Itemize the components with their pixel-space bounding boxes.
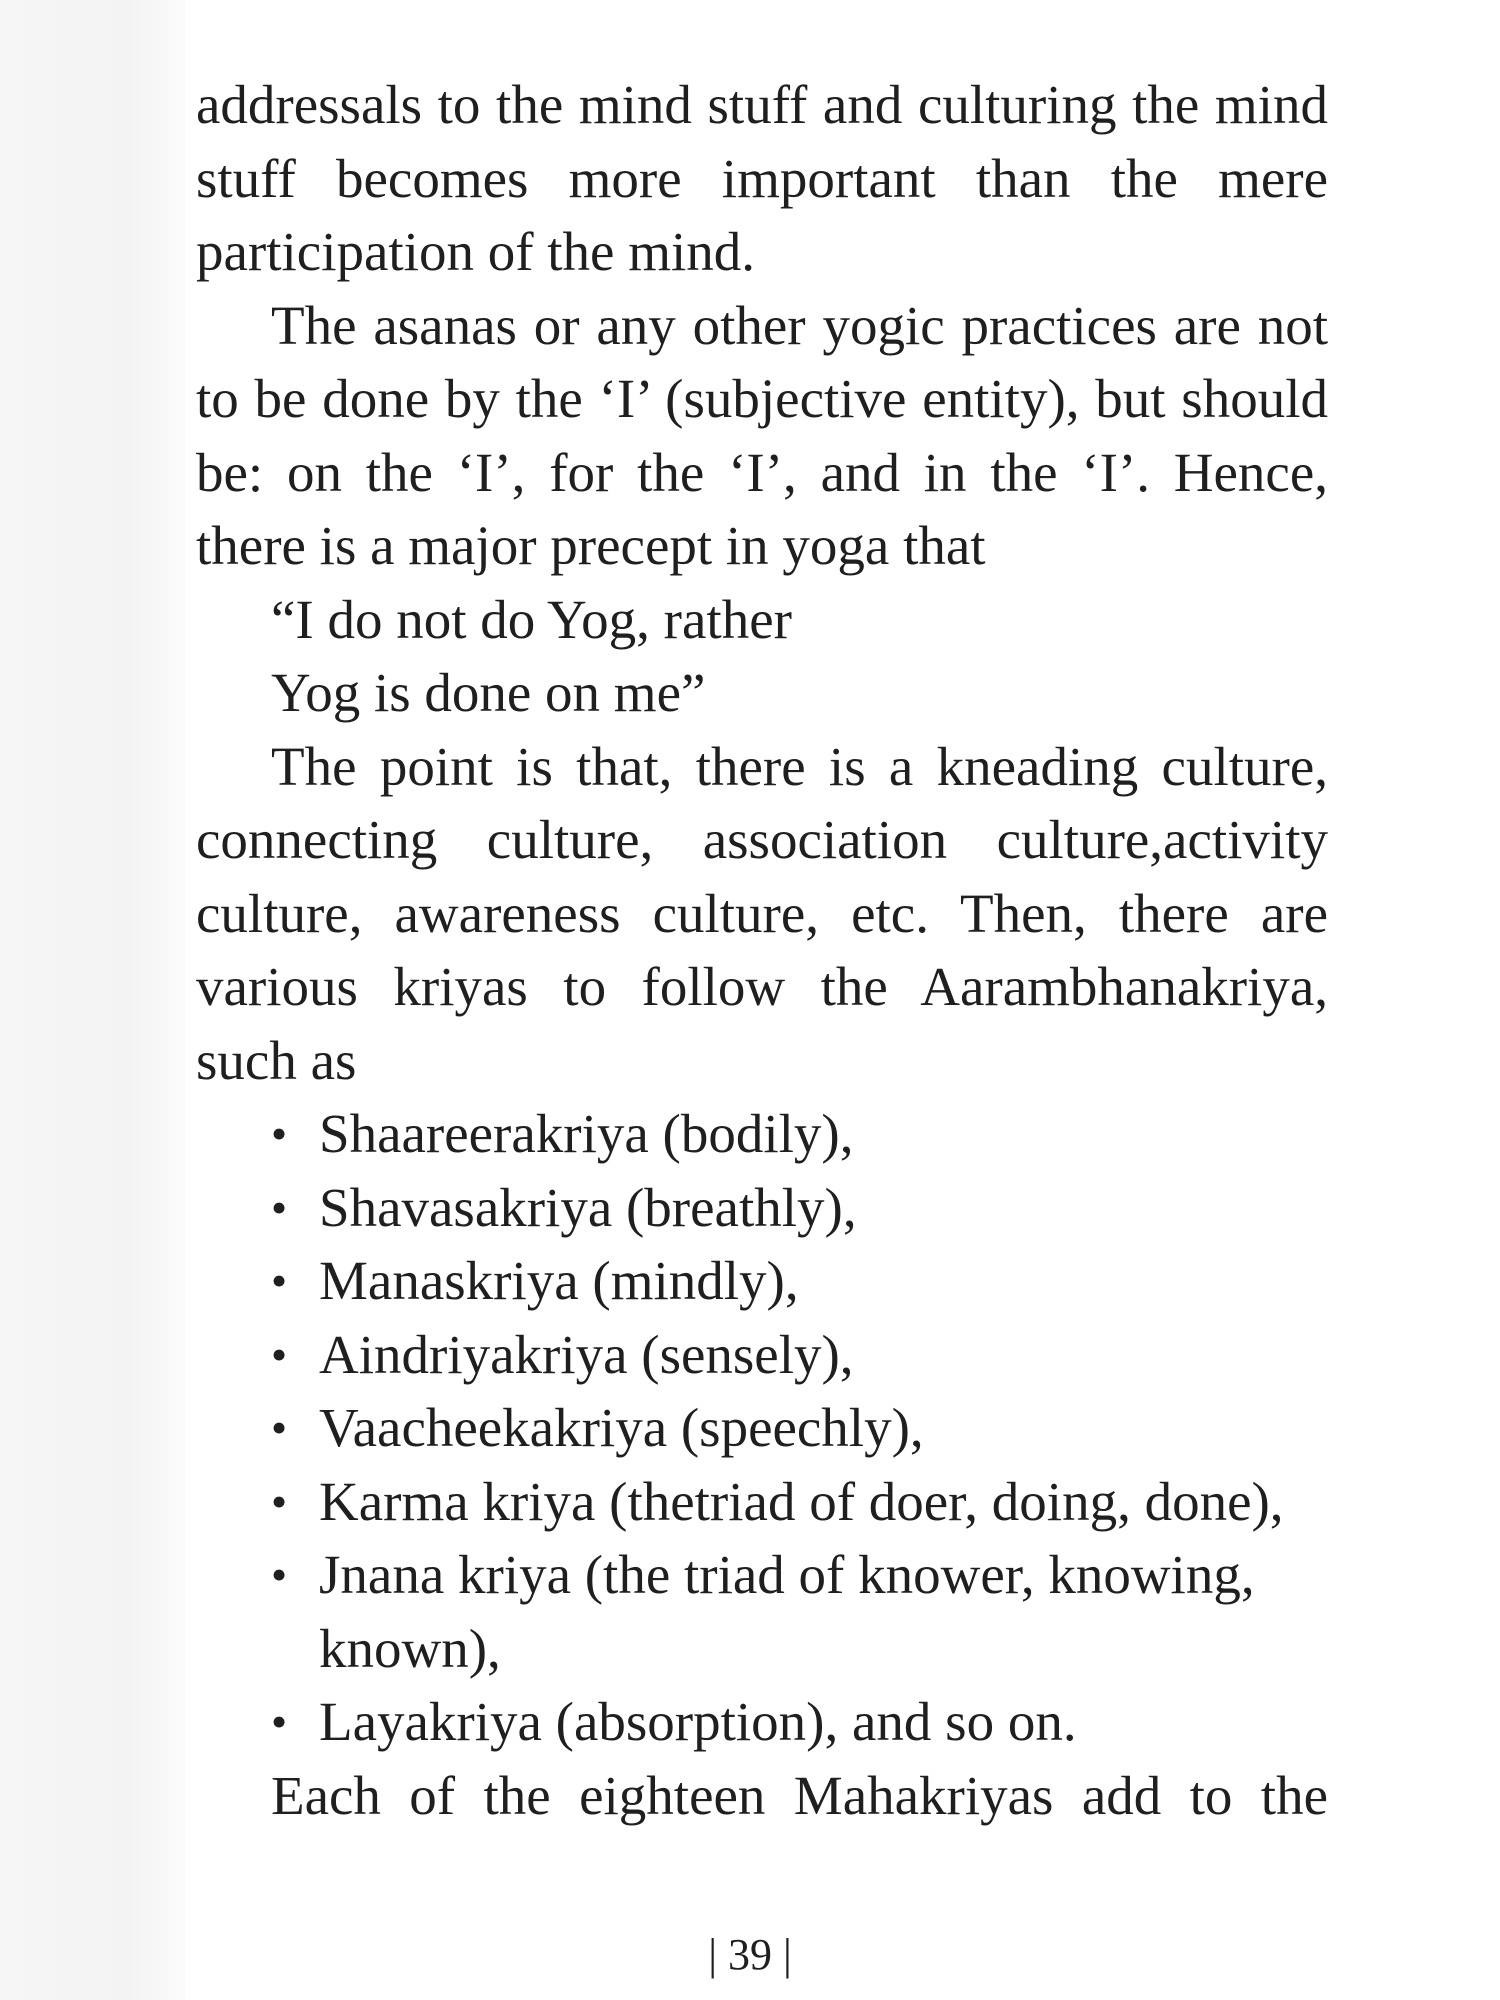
- bullet-icon: •: [271, 1255, 288, 1306]
- list-item-text: Shaareerakriya (bodily),: [319, 1103, 854, 1164]
- list-item-text: Manaskriya (mindly),: [319, 1250, 799, 1311]
- page-number: | 39 |: [708, 1930, 792, 1979]
- list-item-text: Jnana kriya (the triad of knower, knowing, known),: [319, 1544, 1255, 1679]
- list-item: [271, 1538, 1328, 1685]
- list-item-text: Shavasakriya (breathly),: [319, 1176, 857, 1238]
- list-item: [271, 1685, 1328, 1759]
- list-item: [271, 1171, 1328, 1245]
- paragraph-continuation: addressals to the mind stuff and culturing the mind stuff becomes more important than the mere participation of the mind.: [196, 74, 1328, 282]
- paragraph-asanas: The asanas or any other yogic practices are not to be done by the ‘I’ (subjective entity), but should be: on the ‘I’, for the ‘I’, and in the ‘I’. Hence, there is a major precept in yoga that: [196, 294, 1328, 576]
- book-page: [196, 68, 1328, 1832]
- bullet-icon: •: [271, 1696, 288, 1747]
- paragraph-mahakriyas: Each of the eighteen Mahakriyas add to the: [271, 1764, 1328, 1826]
- list-item: [271, 1391, 1328, 1465]
- list-item: [271, 1244, 1328, 1318]
- list-item-text: Layakriya (absorption), and so on.: [319, 1691, 1077, 1752]
- list-item-text: Vaacheekakriya (speechly),: [319, 1397, 924, 1458]
- precept-quote-line-1: “I do not do Yog, rather: [271, 588, 792, 650]
- bullet-icon: •: [271, 1108, 288, 1159]
- precept-quote-line-2: Yog is done on me”: [271, 662, 706, 723]
- bullet-icon: •: [271, 1328, 288, 1380]
- page-gutter-shadow: [0, 0, 185, 2000]
- paragraph-point: The point is that, there is a kneading culture, connecting culture, association culture,activity culture, awareness culture, etc. Then, there are various kriyas to follow the Aarambhanakriya, such as: [196, 735, 1328, 1091]
- list-item: [271, 1097, 1328, 1171]
- list-item-text: Aindriyakriya (sensely),: [319, 1323, 854, 1385]
- bullet-icon: •: [271, 1181, 288, 1233]
- list-item: [271, 1465, 1328, 1539]
- bullet-icon: •: [271, 1549, 288, 1600]
- bullet-icon: •: [271, 1475, 288, 1527]
- list-item-text: Karma kriya (thetriad of doer, doing, done),: [319, 1470, 1284, 1532]
- list-item: [271, 1318, 1328, 1392]
- kriya-list: [196, 1097, 1328, 1759]
- bullet-icon: •: [271, 1402, 288, 1453]
